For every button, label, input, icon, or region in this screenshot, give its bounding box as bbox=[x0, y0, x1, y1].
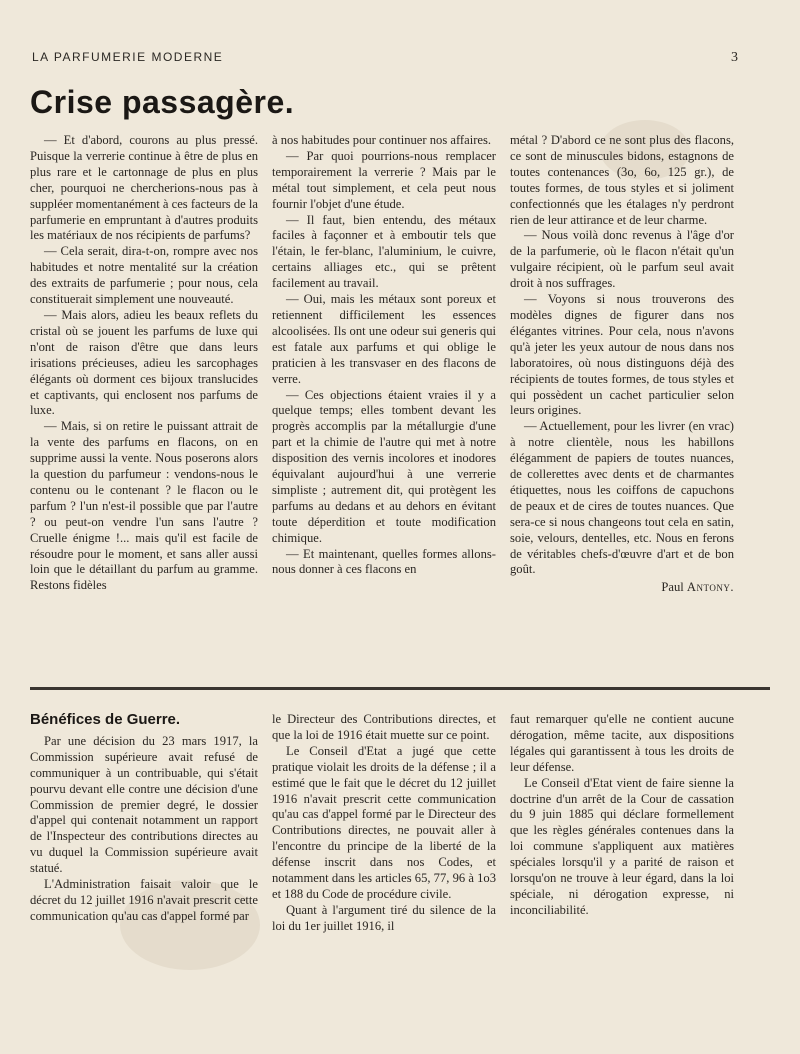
paragraph: Quant à l'argument tiré du silence de la loi du 1er juillet 1916, il bbox=[272, 902, 496, 933]
paragraph: — Nous voilà donc revenus à l'âge d'or de la parfumerie, où le flacon n'était qu'un vulgaire récipient, où le parfum seul avait droit à nos suffrages. bbox=[510, 228, 734, 291]
author-last-name: Antony. bbox=[686, 580, 734, 595]
paragraph: métal ? D'abord ce ne sont plus des flacons, ce sont de minuscules bidons, estagnons de toutes contenances (3o, 6o, 125 gr.), de toutes formes, de tous styles et si joliment confectionnés que les étalages n'y perdront rien de leur attirance et de leur charme. bbox=[510, 133, 734, 227]
paragraph: — Actuellement, pour les livrer (en vrac) à notre clientèle, nous les habillons élégamment de papiers de toutes nuances, de collerettes avec dents et de charmantes étiquettes, nous les coiffons de capuchons de peaux et de cires de toutes nuances. Que sera-ce si nous changeons tout cela en satin, soie, velours, dentelles, etc. Nous en ferons de véritables chefs-d'œuvre d'art et de bon goût. bbox=[510, 419, 734, 577]
paragraph: L'Administration faisait valoir que le décret du 12 juillet 1916 n'avait prescrit cette communication qu'au cas d'appel formé par bbox=[30, 877, 258, 923]
article-title: Crise passagère. bbox=[30, 84, 295, 120]
article2-title: Bénéfices de Guerre. bbox=[30, 711, 181, 728]
paragraph: — Et d'abord, courons au plus pressé. Puisque la verrerie continue à être de plus en plus rare et le cartonnage de plus en plus cher, pourquoi ne chercherions-nous pas à suppléer momentanément à ces facteurs de la parfumerie en empruntant à d'autres produits les matériaux de nos récipients de parfums? bbox=[30, 133, 258, 243]
article2-column-1 bbox=[30, 712, 258, 925]
paragraph: — Et maintenant, quelles formes allons-nous donner à ces flacons en bbox=[272, 546, 496, 577]
paragraph: — Mais alors, adieu les beaux reflets du cristal où se jouent les parfums de luxe qui n'ont de raison d'être que dans leurs irisations précieuses, adieu les sarcophages élégants où dorment ces bijoux translucides et captivants, qui enclosent nos parfums de luxe. bbox=[30, 307, 258, 418]
paragraph: à nos habitudes pour continuer nos affaires. bbox=[272, 133, 492, 147]
article-column-1 bbox=[30, 133, 258, 594]
paragraph: Le Conseil d'Etat a jugé que cette pratique violait les droits de la défense ; il a estimé que le fait que le décret du 12 juillet 1916 n'avait prescrit cette communication qu'au cas d'appel formé par le Directeur des Contributions directes, ne pouvait aller à l'encontre du principe de la liberté de la défense inscrit dans nos Codes, et notamment dans les articles 65, 77, 96 à 1o3 et 188 du Code de procédure civile. bbox=[272, 743, 496, 901]
paragraph: le Directeur des Contributions directes, et que la loi de 1916 était muette sur ce point. bbox=[272, 712, 496, 742]
paragraph: faut remarquer qu'elle ne contient aucune dérogation, même tacite, aux dispositions légales qui garantissent à tous les droits de leur défense. bbox=[510, 712, 734, 774]
article2-column-2 bbox=[272, 712, 496, 935]
author-signature bbox=[510, 580, 734, 596]
paragraph: — Mais, si on retire le puissant attrait de la vente des parfums en flacons, on en supprime aussi la vente. Nous poserons alors la question du parfumeur : vendons-nous le contenu ou le contenant ? le flacon ou le parfum ? l'un n'est-il possible que par l'autre ? ou peut-on vendre l'un sans l'autre ? Cruelle énigme !... mais qu'il est facile de résoudre pour le moment, et sans aller aussi loin que le détaillant du parfum au gramme. Restons fidèles bbox=[30, 419, 258, 593]
paragraph: — Par quoi pourrions-nous remplacer temporairement la verrerie ? Mais par le métal tout simplement, et cela peut nous fournir l'objet d'une étude. bbox=[272, 148, 496, 211]
paragraph: — Ces objections étaient vraies il y a quelque temps; elles tombent devant les progrès accomplis par la métallurgie d'une part et la chimie de l'autre qui met à notre disposition des vernis incolores et inodores équivalant aujourd'hui à une verrerie simpliste ; autrement dit, qui protègent les parfums au dedans et au dehors en évitant toute déperdition et toute modification chimique. bbox=[272, 387, 496, 545]
paragraph: — Oui, mais les métaux sont poreux et retiennent difficilement les essences alcoolisées. Ils ont une odeur sui generis qui est fatale aux parfums et qui oblige le praticien à les transvaser en des flacons de verre. bbox=[272, 292, 496, 386]
page-number: 3 bbox=[731, 50, 738, 65]
paragraph: — Il faut, bien entendu, des métaux faciles à façonner et à emboutir tels que l'étain, le fer-blanc, l'aluminium, le cuivre, certains alliages etc., qui se prêtent facilement au travail. bbox=[272, 212, 496, 291]
paragraph: — Cela serait, dira-t-on, rompre avec nos habitudes et notre mentalité sur la création des extraits de parfumerie ; pour nous, cela constituerait simplement une nouveauté. bbox=[30, 244, 258, 307]
article2-column-3 bbox=[510, 712, 734, 919]
article-column-3 bbox=[510, 133, 734, 596]
paragraph: — Voyons si nous trouverons des modèles dignes de figurer dans nos élégantes vitrines. Pour cela, nous n'avons qu'à jeter les yeux autour de nous dans nos laboratoires, où nous distinguons déjà des récipients de toutes formes, de tous styles et qui possèdent un cachet particulier selon leurs origines. bbox=[510, 292, 734, 418]
running-title: LA PARFUMERIE MODERNE bbox=[32, 50, 224, 64]
author-first-name: Paul bbox=[661, 580, 684, 595]
section-divider bbox=[30, 687, 770, 690]
paragraph: Par une décision du 23 mars 1917, la Commission supérieure avait refusé de communiquer à un contribuable, qui s'était pourvu devant elle contre une décision d'une Commission de premier degré, le dossier d'appel qui contenait notamment un rapport de l'Inspecteur des contributions directes au vu duquel la Commission supérieure avait statué. bbox=[30, 733, 258, 876]
paragraph: Le Conseil d'Etat vient de faire sienne la doctrine d'un arrêt de la Cour de cassation du 9 juin 1885 qui déclare formellement que les règles générales contenues dans la loi commune s'appliquent aux matières spéciales lorsqu'il y a parité de raison et lorsqu'on ne trouve à leur égard, dans la loi spéciale, ni dérogation expresse, ni inconciliabilité. bbox=[510, 775, 734, 917]
article-column-2 bbox=[272, 133, 496, 578]
